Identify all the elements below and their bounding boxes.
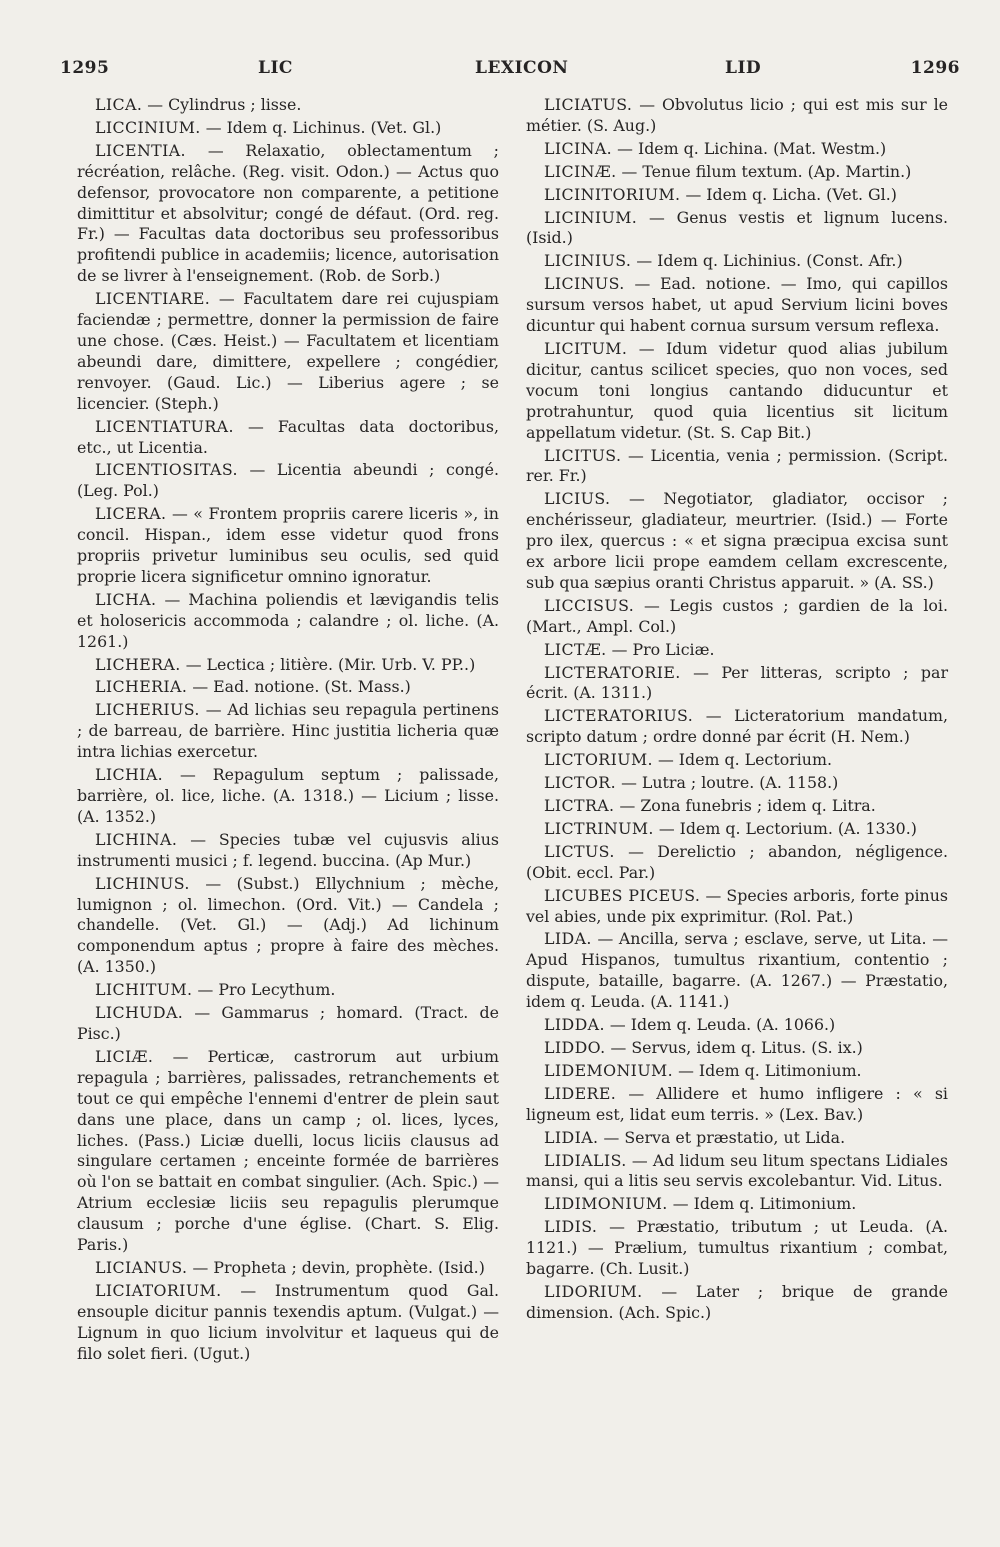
dictionary-entry (526, 1084, 948, 1126)
dictionary-entry (526, 489, 948, 594)
entry-definition: — Gammarus ; homard. (Tract. de Pisc.) (77, 1003, 499, 1043)
entry-definition: — Facultatem dare rei cujuspiam faciendæ ; permettre, donner la permission de faire une chose. (Cæs. Heist.) — Facultatem et licentiam abeundi dare, dimittere, expellere ; congédier, renvoyer. (Gaud. Lic.) — Liberius agere ; se licencier. (Steph.) (77, 289, 499, 413)
dictionary-entry (526, 750, 948, 771)
entry-headword: LICTRINUM. (544, 818, 654, 838)
dictionary-entry (526, 1061, 948, 1082)
dictionary-entry (77, 504, 499, 588)
dictionary-entry (526, 663, 948, 705)
entry-headword: LICTUS. (544, 841, 615, 861)
dictionary-entry (526, 208, 948, 250)
dictionary-entry (526, 95, 948, 137)
dictionary-entry (526, 1217, 948, 1280)
dictionary-entry (526, 274, 948, 337)
entry-definition: — Propheta ; devin, prophète. (Isid.) (192, 1257, 485, 1277)
entry-definition: — Idem q. Lichinius. (Const. Afr.) (636, 251, 903, 271)
entry-headword: LIDIALIS. (544, 1150, 627, 1170)
dictionary-entry (77, 141, 499, 287)
entry-definition: — Relaxatio, oblectamentum ; récréation, relâche. (Reg. visit. Odon.) — Actus quo defensor, provocatore non comparente, a petitione dimittitur et absolvitur; congé de défaut. (Ord. reg. Fr.) — Facultas data doctoribus seu professoribus profitendi publice in academiis; licence, autorisation de se livrer à l'enseignement. (Rob. de Sorb.) (77, 140, 499, 286)
entry-headword: LICHITUM. (95, 980, 193, 1000)
entry-definition: — Serva et præstatio, ut Lida. (603, 1127, 846, 1147)
entry-definition: — Præstatio, tributum ; ut Leuda. (A. 1121.) — Prælium, tumultus rixantium ; combat, bagarre. (Ch. Lusit.) (526, 1217, 948, 1279)
entry-definition: — Idem q. Lectorium. (657, 750, 832, 770)
dictionary-entry (526, 929, 948, 1013)
entry-headword: LICENTIARE. (95, 289, 211, 309)
running-head (60, 58, 960, 88)
dictionary-entry (77, 830, 499, 872)
entry-headword: LICTOR. (544, 773, 617, 793)
entry-definition: — Lutra ; loutre. (A. 1158.) (621, 773, 839, 793)
entry-definition: — Pro Lecythum. (197, 980, 336, 1000)
dictionary-entry (526, 1151, 948, 1193)
entry-headword: LICTRA. (544, 796, 615, 815)
entry-headword: LICA. (95, 95, 143, 114)
entry-definition: — Cylindrus ; lisse. (147, 95, 302, 114)
entry-headword: LIDERE. (544, 1083, 617, 1103)
entry-headword: LICIANUS. (95, 1257, 188, 1277)
entry-headword: LICINUS. (544, 274, 625, 294)
entry-definition: — Idem q. Licha. (Vet. Gl.) (685, 184, 897, 204)
entry-headword: LICENTIATURA. (95, 416, 234, 436)
entry-definition: — Pro Liciæ. (611, 639, 715, 659)
entry-definition: — Idem q. Litimonium. (678, 1060, 862, 1080)
entry-headword: LICIATUS. (544, 95, 633, 114)
entry-definition: — Species tubæ vel cujusvis alius instrumenti musici ; f. legend. buccina. (Ap Mur.) (77, 829, 499, 870)
dictionary-entry (526, 1194, 948, 1215)
entry-definition: — Ad lidum seu litum spectans Lidiales mansi, qui a litis seu servis excolebantur. Vid. Litus. (526, 1150, 948, 1191)
entry-headword: LICINIUM. (544, 207, 638, 227)
entry-headword: LIDA. (544, 929, 592, 949)
entry-headword: LIDDA. (544, 1015, 605, 1035)
entry-definition: — Perticæ, castrorum aut urbium repagula ; barrières, palissades, retranchements et tout ce qui empêche l'ennemi d'entrer de plein saut dans une place, dans un camp ; ol. lices, lyces, liches. (Pass.) Liciæ duelli, locus liciis clausus ad singulare certamen ; enceinte formée de barrières où l'on se battait en combat singulier. (Ach. Spic.) — Atrium ecclesiæ liciis seu repagulis plerumque clausum ; porche d'une église. (Chart. S. Elig. Paris.) (77, 1046, 499, 1255)
entry-definition: — Repagulum septum ; palissade, barrière, ol. lice, liche. (A. 1318.) — Licium ; lisse. (A. 1352.) (77, 765, 499, 826)
entry-headword: LICENTIOSITAS. (95, 460, 238, 480)
dictionary-entry (526, 339, 948, 444)
right-column (526, 95, 948, 1326)
entry-definition: — Tenue filum textum. (Ap. Martin.) (621, 161, 912, 181)
entry-definition: — Lectica ; litière. (Mir. Urb. V. PP..) (185, 654, 476, 674)
entry-definition: — Machina poliendis et lævigandis telis et holosericis accommoda ; calandre ; ol. liche. (A. 1261.) (77, 589, 499, 651)
entry-headword: LICHINUS. (95, 873, 190, 893)
dictionary-entry (77, 1003, 499, 1045)
entry-definition: — Licentia, venia ; permission. (Script. rer. Fr.) (526, 445, 948, 486)
entry-definition: — Allidere et humo infligere : « si ligneum est, lidat eum terris. » (Lex. Bav.) (526, 1083, 948, 1124)
entry-definition: — Idem q. Lectorium. (A. 1330.) (658, 818, 917, 838)
dictionary-entry (77, 1047, 499, 1256)
entry-definition: — Per litteras, scripto ; par écrit. (A. 1311.) (526, 662, 948, 703)
entry-headword: LICINITORIUM. (544, 184, 681, 204)
entry-headword: LICHERIA. (95, 677, 188, 697)
entry-headword: LIDORIUM. (544, 1281, 643, 1301)
entry-headword: LICCINIUM. (95, 117, 201, 137)
dictionary-entry (526, 796, 948, 817)
dictionary-entry (526, 842, 948, 884)
head-title: LEXICON (475, 58, 569, 78)
entry-definition: — Later ; brique de grande dimension. (Ach. Spic.) (526, 1281, 948, 1322)
entry-definition: — Negotiator, gladiator, occisor ; enchérisseur, gladiateur, meurtrier. (Isid.) — Forte pro ilex, quercus : « et signa præcipua excisa sunt ex arbore licii prope eamdem cellam excrescente, sub qua sæpius oranti Christus apparuit. » (A. SS.) (526, 489, 948, 592)
dictionary-entry (526, 162, 948, 183)
entry-definition: — Zona funebris ; idem q. Litra. (619, 796, 876, 815)
dictionary-entry (526, 185, 948, 206)
dictionary-entry (77, 700, 499, 763)
entry-headword: LICTERATORIUS. (544, 706, 694, 726)
entry-headword: LICITUS. (544, 445, 622, 465)
entry-definition: — Instrumentum quod Gal. ensouple dicitur pannis texendis aptum. (Vulgat.) — Lignum in quo licium involvitur et laqueus qui de filo solet fieri. (Ugut.) (77, 1280, 499, 1363)
entry-headword: LIDIMONIUM. (544, 1194, 668, 1214)
entry-headword: LIDEMONIUM. (544, 1060, 674, 1080)
entry-headword: LICINÆ. (544, 161, 617, 181)
entry-definition: — (Subst.) Ellychnium ; mèche, lumignon ; ol. limechon. (Ord. Vit.) — Candela ; chandelle. (Vet. Gl.) — (Adj.) Ad lichinum componendum aptus ; propre à faire des mèches. (A. 1350.) (77, 873, 499, 977)
entry-headword: LICIUS. (544, 489, 611, 509)
entry-definition: — Legis custos ; gardien de la loi. (Mart., Ampl. Col.) (526, 595, 948, 636)
entry-definition: — Idem q. Leuda. (A. 1066.) (609, 1015, 836, 1035)
dictionary-entry (77, 874, 499, 979)
dictionary-entry (77, 765, 499, 828)
entry-definition: — Species arboris, forte pinus vel abies, unde pix exprimitur. (Rol. Pat.) (526, 885, 948, 926)
dictionary-entry (526, 1128, 948, 1149)
entry-headword: LICIATORIUM. (95, 1280, 222, 1300)
left-column (77, 95, 499, 1366)
dictionary-entry (77, 1258, 499, 1279)
dictionary-entry (77, 980, 499, 1001)
dictionary-entry (77, 417, 499, 459)
dictionary-entry (526, 251, 948, 272)
dictionary-entry (77, 460, 499, 502)
entry-definition: — Genus vestis et lignum lucens. (Isid.) (526, 207, 948, 248)
entry-definition: — Licteratorium mandatum, scripto datum ; ordre donné par écrit (H. Nem.) (526, 706, 948, 747)
dictionary-entry (526, 1282, 948, 1324)
dictionary-entry (526, 446, 948, 488)
entry-headword: LICHERIUS. (95, 700, 200, 720)
dictionary-entry (526, 1038, 948, 1059)
entry-definition: — Derelictio ; abandon, négligence. (Obit. eccl. Par.) (526, 841, 948, 882)
entry-headword: LIDDO. (544, 1037, 606, 1057)
entry-headword: LICHIA. (95, 765, 164, 785)
dictionary-entry (526, 596, 948, 638)
entry-headword: LICINA. (544, 138, 613, 158)
dictionary-entry (77, 655, 499, 676)
entry-headword: LICHERA. (95, 654, 181, 674)
entry-headword: LICTÆ. (544, 639, 607, 659)
dictionary-entry (526, 773, 948, 794)
entry-definition: — Servus, idem q. Litus. (S. ix.) (610, 1037, 863, 1057)
dictionary-entry (526, 139, 948, 160)
dictionary-entry (77, 1281, 499, 1365)
dictionary-entry (526, 886, 948, 928)
entry-headword: LICTERATORIE. (544, 662, 681, 682)
entry-definition: — Licentia abeundi ; congé. (Leg. Pol.) (77, 460, 499, 501)
entry-headword: LICENTIA. (95, 140, 186, 160)
entry-headword: LICHINA. (95, 829, 178, 849)
entry-headword: LICHUDA. (95, 1003, 184, 1023)
entry-headword: LICIÆ. (95, 1046, 154, 1066)
dictionary-entry (526, 706, 948, 748)
head-word-left: LIC (258, 58, 293, 78)
entry-definition: — Idem q. Litimonium. (672, 1194, 857, 1214)
entry-definition: — Facultas data doctoribus, etc., ut Licentia. (77, 416, 499, 457)
entry-definition: — Idum videtur quod alias jubilum dicitur, cantus scilicet species, quo non voces, sed vocum toni longius cantando diducuntur et protrahuntur, quod quia licentius sit licitum appellatum videtur. (St. S. Cap Bit.) (526, 338, 948, 442)
dictionary-entry (77, 118, 499, 139)
dictionary-entry (77, 289, 499, 414)
dictionary-entry (526, 819, 948, 840)
page-number-left: 1295 (60, 58, 110, 78)
entry-headword: LICITUM. (544, 338, 628, 358)
entry-headword: LICERA. (95, 504, 167, 524)
entry-headword: LIDIA. (544, 1127, 599, 1147)
entry-headword: LICTORIUM. (544, 750, 653, 770)
dictionary-entry (77, 677, 499, 698)
entry-headword: LICHA. (95, 589, 157, 609)
page-number-right: 1296 (910, 58, 960, 78)
entry-definition: — Ead. notione. — Imo, qui capillos sursum versos habet, ut apud Servium licini boves dicuntur qui habent cornua sursum versum reflexa. (526, 274, 948, 336)
entry-definition: — Ancilla, serva ; esclave, serve, ut Lita. — Apud Hispanos, tumultus rixantium, contentio ; dispute, bataille, bagarre. (A. 1267.) — Præstatio, idem q. Leuda. (A. 1141.) (526, 929, 948, 1012)
dictionary-entry (77, 95, 499, 116)
entry-definition: — Ead. notione. (St. Mass.) (192, 677, 411, 697)
entry-definition: — Idem q. Lichina. (Mat. Westm.) (617, 138, 887, 158)
entry-headword: LIDIS. (544, 1217, 598, 1237)
entry-headword: LICINIUS. (544, 251, 632, 271)
dictionary-entry (526, 1015, 948, 1036)
entry-headword: LICUBES PICEUS. (544, 885, 701, 905)
dictionary-entry (526, 640, 948, 661)
dictionary-entry (77, 590, 499, 653)
entry-definition: — Idem q. Lichinus. (Vet. Gl.) (205, 117, 442, 137)
head-word-right: LID (725, 58, 762, 78)
entry-definition: — Obvolutus licio ; qui est mis sur le métier. (S. Aug.) (526, 95, 948, 135)
entry-definition: — Ad lichias seu repagula pertinens ; de barreau, de barrière. Hinc justitia licheria quæ intra lichias exercetur. (77, 700, 499, 762)
entry-headword: LICCISUS. (544, 595, 635, 615)
entry-definition: — « Frontem propriis carere liceris », in concil. Hispan., idem esse videtur quod frons propriis privetur luminibus seu oculis, sed quid proprie licera significetur omnino ignoratur. (77, 504, 499, 586)
